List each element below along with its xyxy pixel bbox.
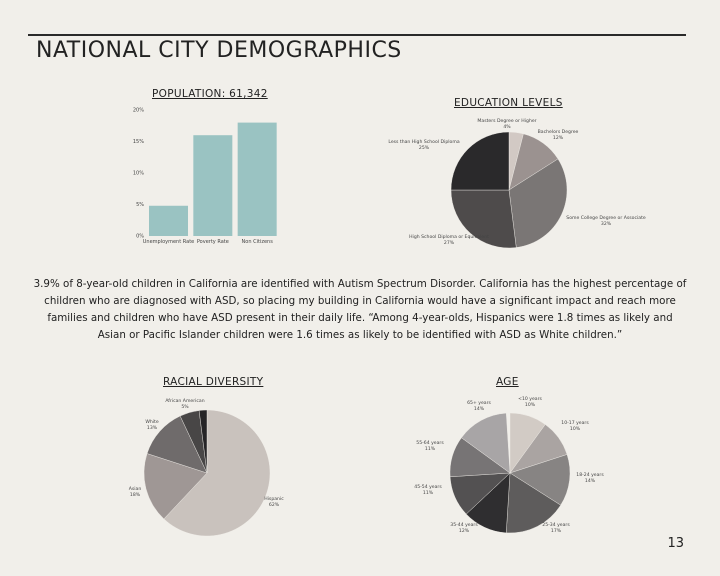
slice-label: Masters Degree or Higher [477,119,537,124]
page-title: NATIONAL CITY DEMOGRAPHICS [36,38,402,63]
slice-value: 12% [458,529,470,534]
slice-value: 27% [443,241,455,246]
slice-label: 45-54 years [414,485,442,490]
x-tick-label: Unemployment Rate [142,239,195,245]
slice-value: 25% [418,146,430,151]
slice-label: High School Diploma or Equivalent [409,235,489,240]
slice-label: <10 years [518,397,542,402]
slice-label: Less than High School Diploma [388,140,460,145]
slice-label: Hispanic [264,497,284,502]
education-title: EDUCATION LEVELS [454,97,563,109]
bar [149,206,188,236]
slice-value: 12% [552,136,564,141]
slice-value: 13% [146,426,158,431]
slice-label: 18-24 years [576,473,604,478]
y-tick-label: 5% [136,202,144,209]
page-number: 13 [667,536,684,551]
slice-value: 10% [569,427,581,432]
slice-value: 5% [181,405,189,410]
y-tick-label: 10% [132,170,144,177]
slice-value: 32% [600,222,612,227]
header-rule [28,34,686,36]
bar [238,123,277,236]
population-bar-chart [120,104,290,254]
slice-label: 35-44 years [450,523,478,528]
education-pie-chart [380,112,680,252]
slice-value: 10% [524,403,536,408]
slice-label: Asian [128,487,142,492]
slice-value: 4% [503,125,511,130]
body-paragraph: 3.9% of 8-year-old children in California are identified with Autism Spectrum Disorder. California has the highest percentage of children who are diagnosed with ASD, so placing my building in California would have a significant impact and reach more families and children who have ASD present in their daily life. “Among 4-year-olds, Hispanics were 1.8 times as likely and Asian or Pacific Islander children were 1.6 times as likely to be identified with ASD as White children.” [33,278,687,341]
slice-value: 62% [268,503,280,508]
slice-label: 55-64 years [416,441,444,446]
slice-label: Some College Degree or Associate [566,216,646,221]
slice-label: 65+ years [467,401,491,406]
age-title: AGE [496,376,519,388]
x-tick-label: Poverty Rate [196,239,229,245]
slice-value: 14% [473,407,485,412]
x-tick-label: Non Citizens [241,239,273,245]
y-tick-label: 0% [136,233,144,240]
slice-label: White [145,420,159,425]
slice-value: 14% [584,479,596,484]
slice-value: 11% [422,491,434,496]
slice-value: 18% [129,493,141,498]
slice-label: African American [165,399,205,404]
y-tick-label: 15% [132,139,144,146]
slice-label: 10-17 years [561,421,589,426]
pie-slice [451,132,509,190]
bar [193,135,232,236]
slice-value: 17% [550,529,562,534]
racial-title: RACIAL DIVERSITY [163,376,264,388]
slice-label: 25-34 years [542,523,570,528]
y-tick-label: 20% [132,107,144,114]
racial-pie-chart [120,392,320,542]
slice-label: Bachelors Degree [537,130,579,135]
population-title: POPULATION: 61,342 [152,88,268,100]
age-pie-chart [410,392,610,542]
slice-value: 11% [424,447,436,452]
